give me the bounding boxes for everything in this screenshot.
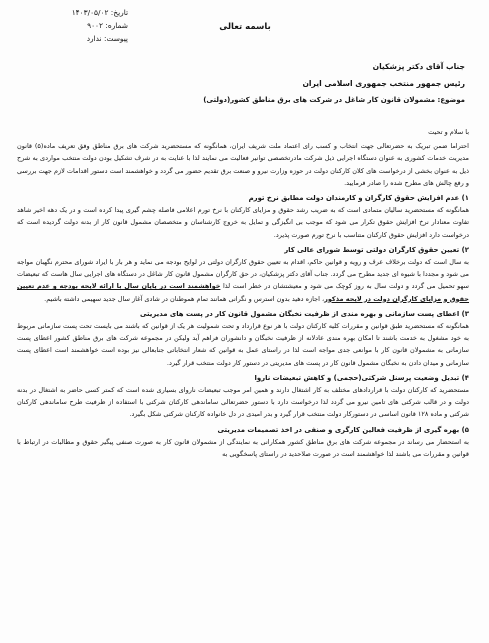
underlined-request: خواهشمند است در پایان سال با ارائه لایحه بودجه و عدم تعیین حقوق و مزایای کارگران دولت در لایحه مذکور <box>17 282 469 303</box>
subject-line: موضوع: مشمولان قانون کار شاغل در شرکت های برق مناطق کشور(دولتی) <box>203 96 465 104</box>
greeting: با سلام و تحیت <box>428 128 469 136</box>
section-text-4: مستحضرید که کارکنان دولت با قراردادهای مختلف به کار اشتغال دارند و همین امر موجب تبعیضات ناروای بسیاری شده است که کمتر کسی حاضر به اشتغال در بدنه دولت و در قالب شرکتی های تامین نیرو می گردد لذا درخواست دارد با دستور حضرتعالی ساماندهی کارکنان شرکتی با استفاده از ظرفیت طرح ساماندهی کارکنان شرکتی و ماده ۱۲۸ قانون اساسی در دستورکار دولت منتخب قرار گیرد و بدر امیدی در دل خانواده کارکنان شرکتی شکل بگیرد. <box>17 386 469 419</box>
section-heading-3: ۳) اعطای پست سازمانی و بهره مندی از ظرفیت نخبگان مشمول قانون کار در پست های مدیریتی <box>139 309 469 318</box>
section-heading-1: ۱) عدم افزایش حقوق کارگران و کارمندان دولت مطابق نرخ تورم <box>248 194 469 203</box>
recipient-name: جناب آقای دکتر پزشکیان <box>372 62 465 71</box>
section-heading-5: ۵) بهره گیری از ظرفیت فعالین کارگری و صنفی در اخذ تصمیمات مدیریتی <box>217 425 469 434</box>
attachment-line: پیوست: ندارد <box>86 34 128 43</box>
date-line: تاریخ: ۱۴۰۳/۰۵/۰۲ <box>71 8 128 17</box>
letterhead-title: باسمه تعالی <box>219 22 271 32</box>
recipient-position: رئیس جمهور منتخب جمهوری اسلامی ایران <box>302 79 465 88</box>
section-text-5: به استحضار می رساند در مجموعه شرکت های برق مناطق کشور همکارانی به نمایندگی از مشمولان قانون کار به صورت صنفی پیگیر حقوق و مطالبات در ارتباط با قوانین و مقررات می باشند لذا خواهشمند است در صورت صلاحدید در راستای پاسخگویی به <box>17 437 469 459</box>
section-text-3: همانگونه که مستحضرید طبق قوانین و مقررات کلیه کارکنان دولت با هر نوع قرارداد و تحت شمولیت هر یک از قوانین که باشند می بایست تحت پست سازمانی مربوط به خود مشغول به خدمت باشند تا امکان بهره مندی عادلانه از ظرفیت نخبگان و دانشوران فراهم آید ولیکن در مجموعه شرکت های برق مناطق کشور اعطای پست سازمانی به مشمولان قانون کار با موانعی جدی مواجه است لذا در راستای عمل به قوانین که شعار انتخاباتی جنابعالی نیز بوده است خواهشمند است اعطای پست سازمانی و میدان دادن به نخبگان مشمول قانون کار در پست های مدیریتی در دستور کار دولت منتخب قرار گیرد. <box>17 322 469 367</box>
section-text-1: همانگونه که مستحضرید سالیان متمادی است که به ضریب رشد حقوق و مزایای کارکنان با نرخ تورم اعلامی فاصله چشم گیری پیدا کرده است و در یک دهه اخیر شاهد تفاوت معنادار نرخ افزایش حقوق تکرار می شود که موجب بی انگیزگی و تمایل به خروج کارشناسان و متخصصان مشمول قانون کار از بدنه دولت گردیده است که درخواست دارد افزایش حقوق کارکنان متناسب با نرخ تورم صورت پذیرد. <box>17 206 469 239</box>
section-heading-4: ۴) تبدیل وضعیت پرسنل شرکتی(حجمی) و کاهش تبعیضات ناروا <box>254 373 469 382</box>
letter-body <box>17 126 469 460</box>
recipient-block <box>25 58 465 109</box>
number-line: شماره: ۹۰۰۲ <box>87 21 128 30</box>
section-heading-2: ۲) تعیین حقوق کارگران دولتی توسط شورای عالی کار <box>284 245 469 254</box>
section-text-2-part-b: ، اجازه دهید بدون استرس و نگرانی همانند تمام هموطنان در شادی آغاز سال جدید سهیمی داشته باشیم. <box>44 294 325 303</box>
section-text-2-part-a: به سال است که دولت برخلاف عرف و رویه و قوانین حاکم، اقدام به تعیین حقوق کارگران دولتی در لوایح بودجه می نماید و هر بار با ایراد شورای محترم نگهبان مواجه می شود و مجددا با شیوه ای جدید مطرح می گردد. جناب آقای دکتر پزشکیان، در حق کارگران مشمول قانون کار شاغل در دستگاه های اجرایی سال هاست که تبعیضات سهو تحمیل می گردد و دولت سال به روز کوچک می شود و معیشتشان در خطر است لذا <box>17 258 469 291</box>
section-text-2 <box>17 256 469 305</box>
intro-paragraph: احتراما ضمن تبریک به حضرتعالی جهت انتخاب و کسب رای اعتماد ملت شریف ایران، همانگونه که مستحضرید شرکت های برق مناطق وفق تعریف ماده(۵) قانون مدیریت خدمات کشوری به عنوان دستگاه اجرایی ذیل شرکت مادرتخصصی توانیر فعالیت می نمایند لذا با عنایت به در شرف تشکیل بودن دولت منتخب مواردی به شرح ذیل به عنوان بخشی از درخواست های کلان کارکنان دولت در حوزه وزارت نیرو و صنعت برق تقدیم حضور می گردد و خواهشمند است دستور اقدامات لازم جهت بررسی و رفع چالش های مطرح شده را صادر فرمایید. <box>17 142 469 187</box>
letter-meta <box>18 6 128 45</box>
